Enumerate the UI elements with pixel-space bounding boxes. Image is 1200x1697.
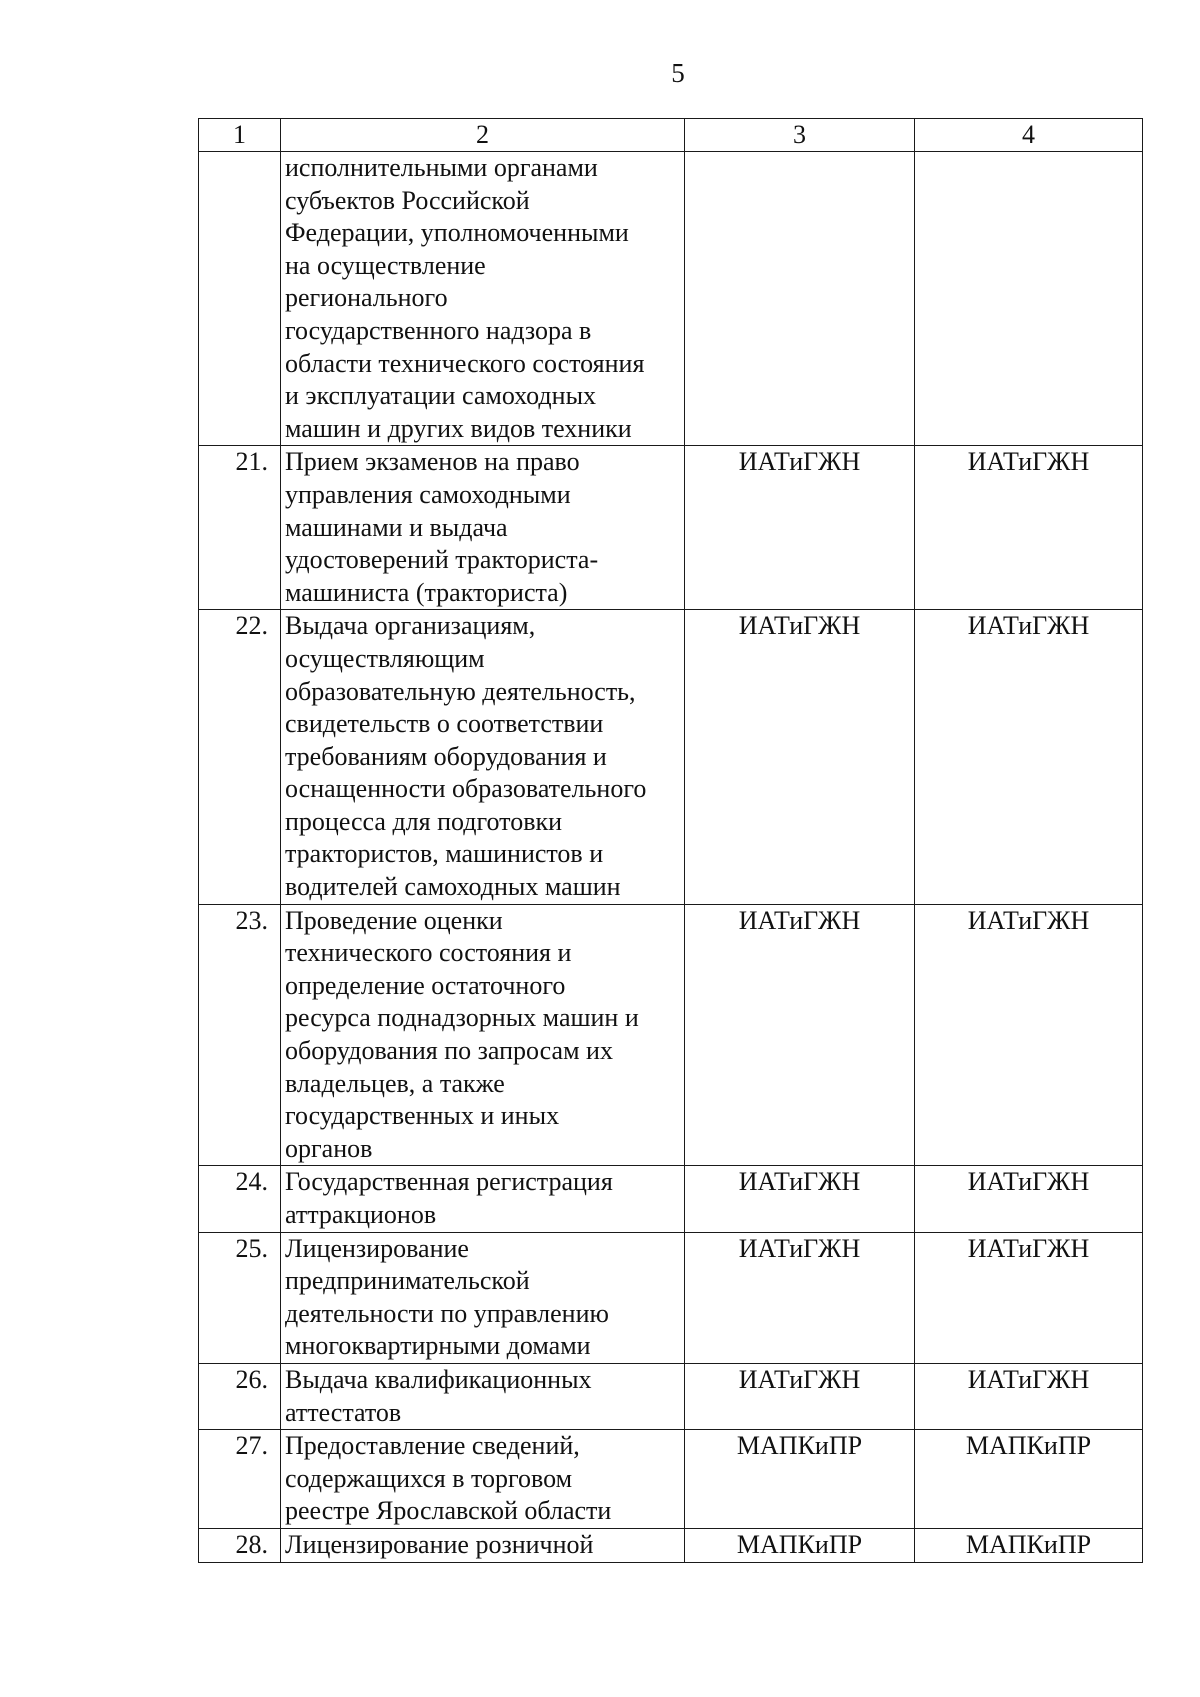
page-number: 5: [671, 58, 685, 88]
row-description: Проведение оценки технического состояния и определение остаточного ресурса поднадзорных машин и оборудования по запросам их владельцев, а также государственных и иных органов: [281, 904, 685, 1166]
row-description: Государственная регистрация аттракционов: [281, 1166, 685, 1232]
row-number: 27.: [199, 1430, 281, 1529]
row-description: Прием экзаменов на право управления самоходными машинами и выдача удостоверений тракториста- машиниста (тракториста): [281, 446, 685, 610]
row-responsible-body: ИАТиГЖН: [915, 904, 1143, 1166]
column-header-1: 1: [199, 119, 281, 152]
row-number: 22.: [199, 610, 281, 904]
table-row: [199, 1232, 1143, 1363]
row-description: Предоставление сведений, содержащихся в торговом реестре Ярославской области: [281, 1430, 685, 1529]
row-regional-body: ИАТиГЖН: [685, 1166, 915, 1232]
row-number: 26.: [199, 1363, 281, 1429]
table-row: [199, 610, 1143, 904]
row-regional-body: ИАТиГЖН: [685, 1232, 915, 1363]
services-table: [198, 118, 1143, 1563]
row-regional-body: МАПКиПР: [685, 1528, 915, 1562]
row-description: исполнительными органами субъектов Российской Федерации, уполномоченными на осуществление регионального государственного надзора в области технического состояния и эксплуатации самоходных машин и других видов техники: [281, 152, 685, 446]
row-responsible-body: ИАТиГЖН: [915, 610, 1143, 904]
row-responsible-body: МАПКиПР: [915, 1430, 1143, 1529]
row-description: Лицензирование предпринимательской деятельности по управлению многоквартирными домами: [281, 1232, 685, 1363]
table-row: [199, 1363, 1143, 1429]
row-responsible-body: МАПКиПР: [915, 1528, 1143, 1562]
column-header-2: 2: [281, 119, 685, 152]
row-regional-body: ИАТиГЖН: [685, 446, 915, 610]
row-responsible-body: ИАТиГЖН: [915, 1363, 1143, 1429]
table-row: [199, 1430, 1143, 1529]
column-header-3: 3: [685, 119, 915, 152]
row-number: 28.: [199, 1528, 281, 1562]
row-responsible-body: ИАТиГЖН: [915, 446, 1143, 610]
row-responsible-body: ИАТиГЖН: [915, 1166, 1143, 1232]
row-responsible-body: ИАТиГЖН: [915, 1232, 1143, 1363]
column-header-4: 4: [915, 119, 1143, 152]
row-number: 23.: [199, 904, 281, 1166]
row-number: [199, 152, 281, 446]
row-description: Выдача квалификационных аттестатов: [281, 1363, 685, 1429]
table-row: [199, 1528, 1143, 1562]
row-regional-body: МАПКиПР: [685, 1430, 915, 1529]
row-regional-body: ИАТиГЖН: [685, 1363, 915, 1429]
row-responsible-body: [915, 152, 1143, 446]
row-number: 21.: [199, 446, 281, 610]
row-description: Лицензирование розничной: [281, 1528, 685, 1562]
row-number: 25.: [199, 1232, 281, 1363]
table-row: [199, 446, 1143, 610]
table-row: [199, 152, 1143, 446]
row-description: Выдача организациям, осуществляющим образовательную деятельность, свидетельств о соответствии требованиям оборудования и оснащенности образовательного процесса для подготовки трактористов, машинистов и водителей самоходных машин: [281, 610, 685, 904]
row-regional-body: ИАТиГЖН: [685, 610, 915, 904]
table-row: [199, 904, 1143, 1166]
row-number: 24.: [199, 1166, 281, 1232]
table-header-row: [199, 119, 1143, 152]
row-regional-body: [685, 152, 915, 446]
row-regional-body: ИАТиГЖН: [685, 904, 915, 1166]
table-row: [199, 1166, 1143, 1232]
